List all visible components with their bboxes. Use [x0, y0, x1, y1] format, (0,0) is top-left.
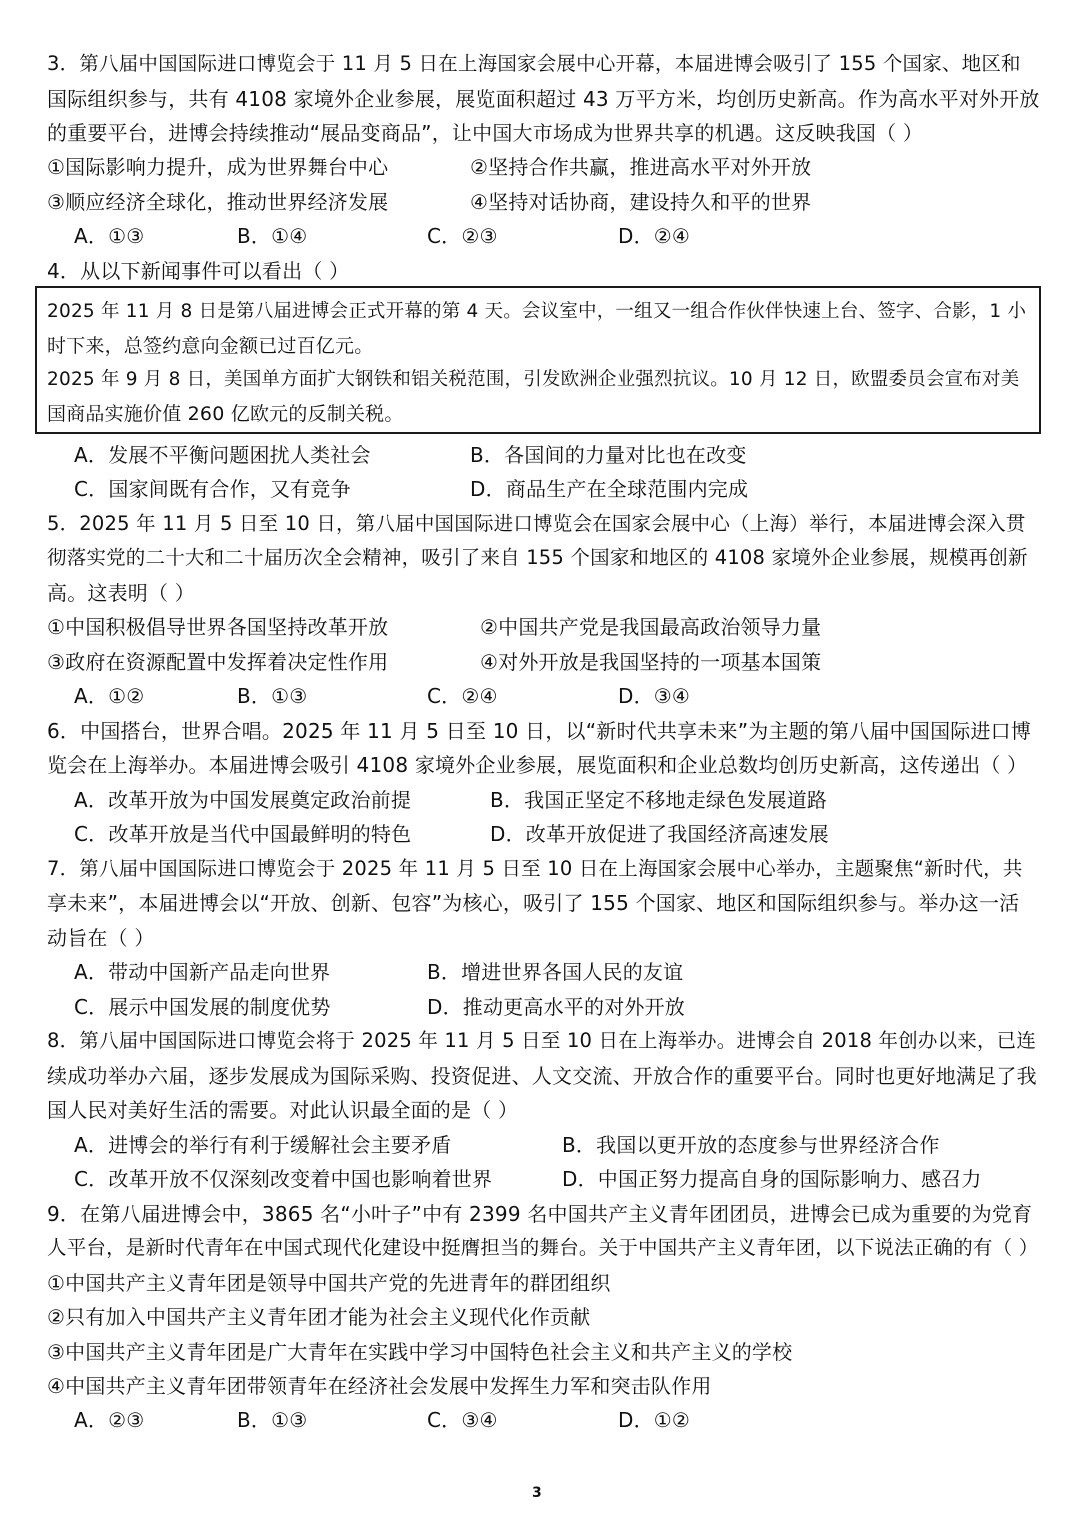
q9-stem-line-2: 人平台，是新时代青年在中国式现代化建设中挺膺担当的舞台。关于中国共产主义青年团，以下说法正确的有（ ）: [47, 1236, 1039, 1259]
q3-option-d: D．②④: [618, 224, 691, 248]
q6-stem-line-2: 览会在上海举办。本届进博会吸引 4108 家境外企业参展，展览面积和企业总数均创历史新高，这传递出（ ）: [47, 753, 1028, 777]
q8-stem-line-2: 续成功举办六届，逐步发展成为国际采购、投资促进、人文交流、开放合作的重要平台。同时也更好地满足了我: [47, 1064, 1037, 1088]
q4-option-a: A．发展不平衡问题困扰人类社会: [74, 443, 371, 467]
q7-stem-line-3: 动旨在（ ）: [47, 926, 155, 950]
q3-option-b: B．①④: [237, 224, 308, 248]
q7-option-d: D．推动更高水平的对外开放: [427, 995, 686, 1019]
q5-statement-4: ④对外开放是我国坚持的一项基本国策: [480, 650, 822, 674]
q5-stem-line-2: 彻落实党的二十大和二十届历次全会精神，吸引了来自 155 个国家和地区的 4108 家境外企业参展，规模再创新: [47, 546, 1028, 569]
q9-stem-line-1: 9．在第八届进博会中，3865 名“小叶子”中有 2399 名中国共产主义青年团团员，进博会已成为重要的为党育: [47, 1202, 1033, 1226]
q9-statement-1: ①中国共产主义青年团是领导中国共产党的先进青年的群团组织: [47, 1271, 611, 1295]
q9-option-b: B．①③: [237, 1408, 308, 1432]
q8-option-c: C．改革开放不仅深刻改变着中国也影响着世界: [74, 1167, 493, 1191]
q5-statement-2: ②中国共产党是我国最高政治领导力量: [480, 615, 822, 639]
q9-statement-4: ④中国共产主义青年团带领青年在经济社会发展中发挥生力军和突击队作用: [47, 1374, 712, 1398]
q6-option-c: C．改革开放是当代中国最鲜明的特色: [74, 822, 412, 846]
q6-option-b: B．我国正坚定不移地走绿色发展道路: [490, 788, 828, 812]
q5-stem-line-3: 高。这表明（ ）: [47, 581, 195, 605]
q4-material-line-3: 2025 年 9 月 8 日，美国单方面扩大钢铁和铝关税范围，引发欧洲企业强烈抗议。10 月 12 日，欧盟委员会宣布对美: [47, 369, 1020, 390]
q5-statement-1: ①中国积极倡导世界各国坚持改革开放: [47, 615, 389, 639]
q3-statement-2: ②坚持合作共赢，推进高水平对外开放: [470, 155, 812, 179]
q7-stem-line-2: 享未来”，本届进博会以“开放、创新、包容”为核心，吸引了 155 个国家、地区和国际组织参与。举办这一活: [47, 891, 1020, 915]
q7-option-b: B．增进世界各国人民的友谊: [427, 960, 684, 984]
q9-statement-2: ②只有加入中国共产主义青年团才能为社会主义现代化作贡献: [47, 1305, 591, 1329]
q4-option-c: C．国家间既有合作，又有竞争: [74, 477, 351, 501]
q9-statement-3: ③中国共产主义青年团是广大青年在实践中学习中国特色社会主义和共产主义的学校: [47, 1340, 793, 1364]
q4-stem: 4．从以下新闻事件可以看出（ ）: [47, 259, 350, 283]
q5-option-b: B．①③: [237, 684, 308, 708]
q3-statement-4: ④坚持对话协商，建设持久和平的世界: [470, 190, 812, 214]
q5-statement-3: ③政府在资源配置中发挥着决定性作用: [47, 650, 389, 674]
q4-material-line-2: 时下来，总签约意向金额已过百亿元。: [47, 335, 374, 357]
q3-stem-line-3: 的重要平台，进博会持续推动“展品变商品”，让中国大市场成为世界共享的机遇。这反映我国（ ）: [47, 121, 924, 145]
q5-option-c: C．②④: [427, 684, 498, 708]
q3-stem-line-1: 3．第八届中国国际进口博览会于 11 月 5 日在上海国家会展中心开幕，本届进博会吸引了 155 个国家、地区和: [47, 52, 1021, 75]
page-number: 3: [532, 1485, 542, 1501]
q8-stem-line-1: 8．第八届中国国际进口博览会将于 2025 年 11 月 5 日至 10 日在上海举办。进博会自 2018 年创办以来，已连: [47, 1029, 1037, 1052]
q8-option-d: D．中国正努力提高自身的国际影响力、感召力: [562, 1167, 982, 1191]
q5-option-a: A．①②: [74, 684, 145, 708]
q9-option-a: A．②③: [74, 1408, 145, 1432]
q7-stem-line-1: 7．第八届中国国际进口博览会于 2025 年 11 月 5 日至 10 日在上海国家会展中心举办，主题聚焦“新时代，共: [47, 857, 1023, 880]
q8-option-b: B．我国以更开放的态度参与世界经济合作: [562, 1133, 940, 1157]
q8-stem-line-3: 国人民对美好生活的需要。对此认识最全面的是（ ）: [47, 1098, 519, 1122]
q3-statement-3: ③顺应经济全球化，推动世界经济发展: [47, 190, 389, 214]
q4-material-line-1: 2025 年 11 月 8 日是第八届进博会正式开幕的第 4 天。会议室中，一组又一组合作伙伴快速上台、签字、合影，1 小: [47, 301, 1027, 322]
q4-material-line-4: 国商品实施价值 260 亿欧元的反制关税。: [47, 403, 404, 425]
q5-option-d: D．③④: [618, 684, 691, 708]
q9-option-c: C．③④: [427, 1408, 498, 1432]
q7-option-c: C．展示中国发展的制度优势: [74, 995, 331, 1019]
q4-option-b: B．各国间的力量对比也在改变: [470, 443, 747, 467]
q6-option-a: A．改革开放为中国发展奠定政治前提: [74, 788, 412, 812]
q3-option-a: A．①③: [74, 224, 145, 248]
q8-option-a: A．进博会的举行有利于缓解社会主要矛盾: [74, 1133, 452, 1157]
q3-stem-line-2: 国际组织参与，共有 4108 家境外企业参展，展览面积超过 43 万平方米，均创历史新高。作为高水平对外开放: [47, 87, 1040, 111]
q3-statement-1: ①国际影响力提升，成为世界舞台中心: [47, 155, 389, 179]
q3-option-c: C．②③: [427, 224, 498, 248]
q4-option-d: D．商品生产在全球范围内完成: [470, 477, 749, 501]
q9-option-d: D．①②: [618, 1408, 691, 1432]
q6-option-d: D．改革开放促进了我国经济高速发展: [490, 822, 829, 846]
q6-stem-line-1: 6．中国搭台，世界合唱。2025 年 11 月 5 日至 10 日，以“新时代共享未来”为主题的第八届中国国际进口博: [47, 719, 1032, 743]
q5-stem-line-1: 5．2025 年 11 月 5 日至 10 日，第八届中国国际进口博览会在国家会展中心（上海）举行，本届进博会深入贯: [47, 512, 1026, 535]
q7-option-a: A．带动中国新产品走向世界: [74, 960, 331, 984]
